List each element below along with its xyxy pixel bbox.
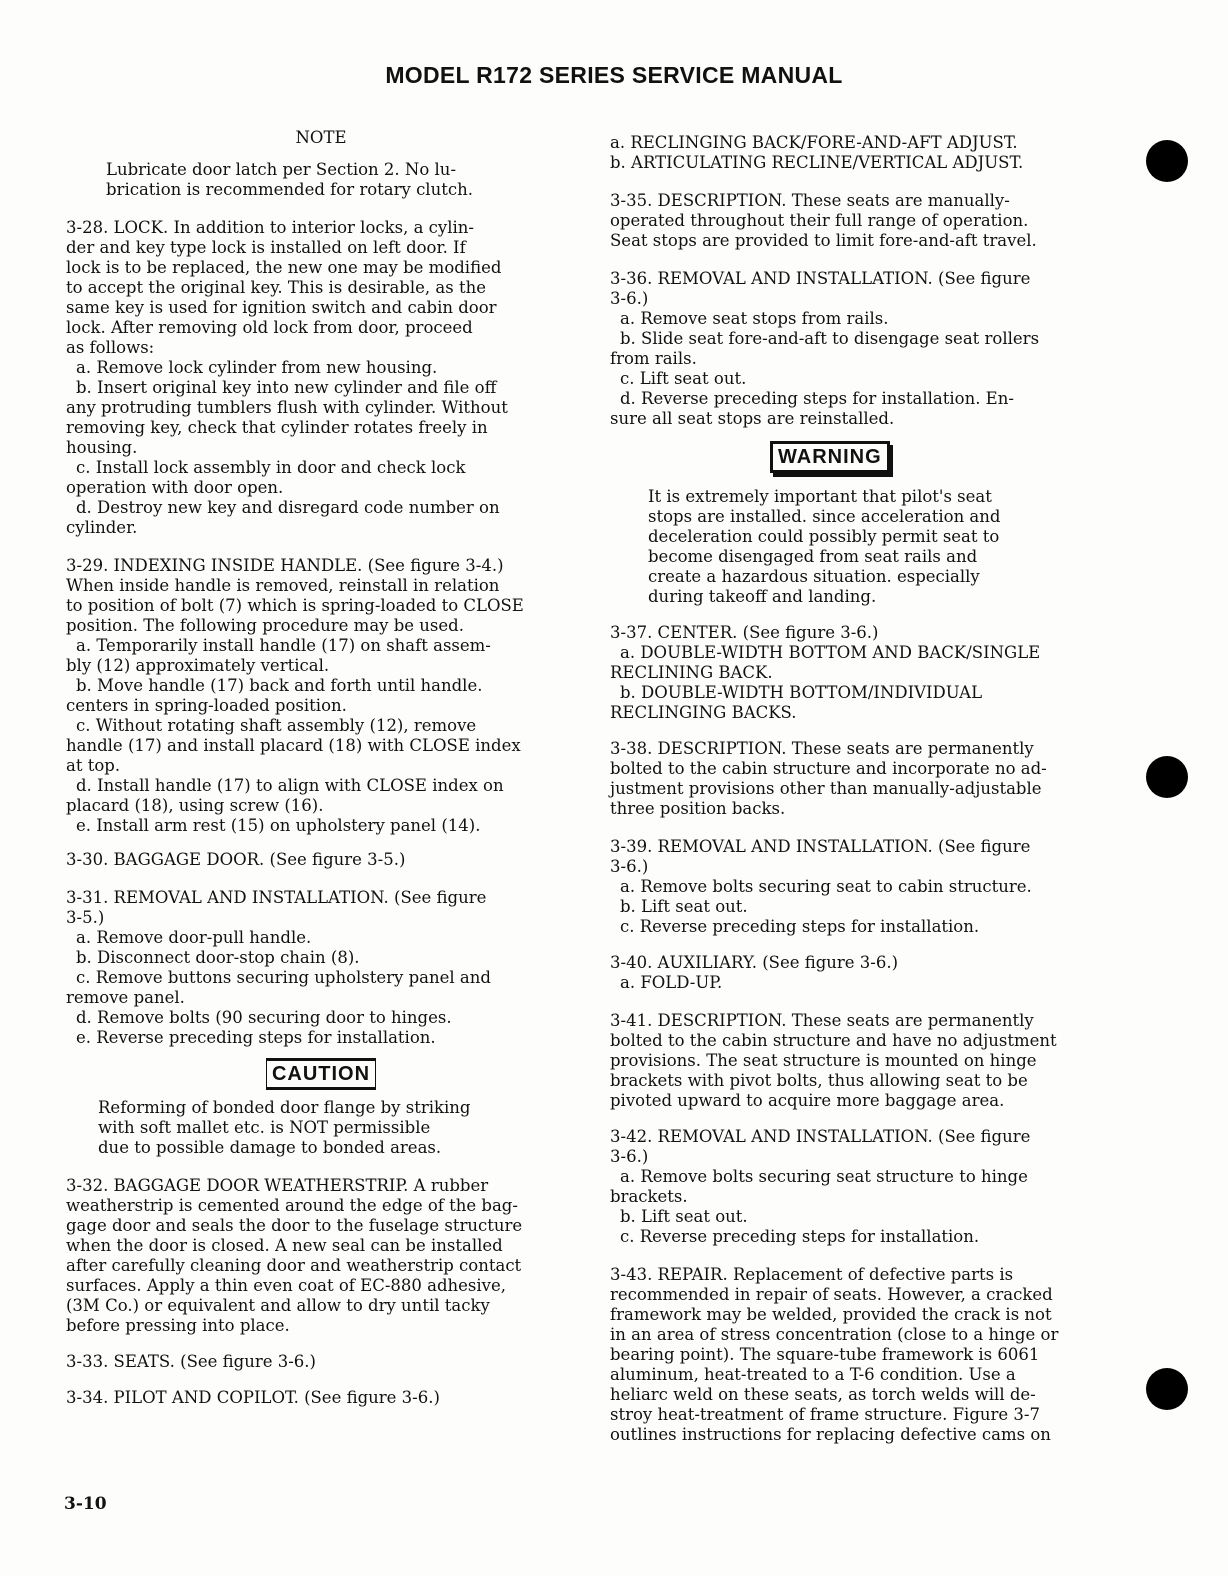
text-line: gage door and seals the door to the fuselage structure bbox=[66, 1216, 523, 1235]
text-line: d. Remove bolts (90 securing door to hinges. bbox=[76, 1008, 452, 1027]
right-column bbox=[610, 133, 1115, 1445]
text-line: remove panel. bbox=[66, 988, 185, 1007]
page-number: 3-10 bbox=[64, 1494, 107, 1514]
text-line: a. DOUBLE-WIDTH BOTTOM AND BACK/SINGLE bbox=[620, 643, 1041, 662]
text-line: 3-6.) bbox=[610, 289, 649, 308]
text-line: centers in spring-loaded position. bbox=[66, 696, 347, 715]
punch-hole-bottom bbox=[1146, 1368, 1188, 1410]
text-line: 3-5.) bbox=[66, 908, 105, 927]
text-line: during takeoff and landing. bbox=[648, 587, 877, 606]
text-line: sure all seat stops are reinstalled. bbox=[610, 409, 895, 428]
text-line: b. Insert original key into new cylinder and file off bbox=[76, 378, 497, 397]
text-line: outlines instructions for replacing defective cams on bbox=[610, 1425, 1051, 1444]
section-3-35-description bbox=[610, 191, 1115, 251]
text-line: bolted to the cabin structure and incorporate no ad- bbox=[610, 759, 1047, 778]
note-title: NOTE bbox=[295, 128, 347, 147]
text-line: become disengaged from seat rails and bbox=[648, 547, 978, 566]
note-text bbox=[66, 160, 576, 200]
text-line: 3-41. DESCRIPTION. These seats are permanently bbox=[610, 1011, 1034, 1030]
page-header: MODEL R172 SERIES SERVICE MANUAL bbox=[385, 62, 843, 88]
text-line: e. Install arm rest (15) on upholstery panel (14). bbox=[76, 816, 481, 835]
text-line: lock. After removing old lock from door, proceed bbox=[66, 318, 473, 337]
text-line: 3-6.) bbox=[610, 857, 649, 876]
text-line: a. Remove lock cylinder from new housing. bbox=[76, 358, 438, 377]
text-line: operated throughout their full range of operation. bbox=[610, 211, 1029, 230]
text-line: framework may be welded, provided the crack is not bbox=[610, 1305, 1052, 1324]
text-line: b. Lift seat out. bbox=[620, 897, 748, 916]
text-line: lock is to be replaced, the new one may be modified bbox=[66, 258, 502, 277]
text-line: brication is recommended for rotary clutch. bbox=[106, 180, 473, 199]
text-line: c. Install lock assembly in door and check lock bbox=[76, 458, 466, 477]
section-3-40-auxiliary bbox=[610, 953, 1115, 993]
text-line: at top. bbox=[66, 756, 121, 775]
section-3-29-indexing bbox=[66, 556, 576, 836]
text-line: stops are installed. since acceleration and bbox=[648, 507, 1001, 526]
text-line: When inside handle is removed, reinstall in relation bbox=[66, 576, 500, 595]
text-line: d. Destroy new key and disregard code number on bbox=[76, 498, 500, 517]
text-line: 3-31. REMOVAL AND INSTALLATION. (See figure bbox=[66, 888, 487, 907]
text-line: weatherstrip is cemented around the edge of the bag- bbox=[66, 1196, 518, 1215]
text-line: brackets with pivot bolts, thus allowing seat to be bbox=[610, 1071, 1028, 1090]
text-line: a. Remove bolts securing seat structure to hinge bbox=[620, 1167, 1028, 1186]
section-3-37-center bbox=[610, 623, 1115, 723]
text-line: handle (17) and install placard (18) with CLOSE index bbox=[66, 736, 521, 755]
section-3-28-lock bbox=[66, 218, 576, 538]
section-3-43-repair bbox=[610, 1265, 1115, 1445]
text-line: b. Lift seat out. bbox=[620, 1207, 748, 1226]
text-line: b. Slide seat fore-and-aft to disengage seat rollers bbox=[620, 329, 1040, 348]
text-line: to accept the original key. This is desirable, as the bbox=[66, 278, 486, 297]
text-line: c. Lift seat out. bbox=[620, 369, 747, 388]
text-line: removing key, check that cylinder rotates freely in bbox=[66, 418, 488, 437]
left-column bbox=[66, 128, 576, 1408]
section-3-32-weatherstrip bbox=[66, 1176, 576, 1336]
section-3-41-description bbox=[610, 1011, 1115, 1111]
text-line: b. Disconnect door-stop chain (8). bbox=[76, 948, 360, 967]
text-line: cylinder. bbox=[66, 518, 138, 537]
text-line: Lubricate door latch per Section 2. No lu- bbox=[106, 160, 457, 179]
text-line: 3-40. AUXILIARY. (See figure 3-6.) bbox=[610, 953, 899, 972]
text-line: with soft mallet etc. is NOT permissible bbox=[98, 1118, 431, 1137]
text-line: to position of bolt (7) which is spring-loaded to CLOSE bbox=[66, 596, 524, 615]
text-line: bly (12) approximately vertical. bbox=[66, 656, 330, 675]
text-line: 3-38. DESCRIPTION. These seats are permanently bbox=[610, 739, 1034, 758]
text-line: due to possible damage to bonded areas. bbox=[98, 1138, 442, 1157]
text-line: a. FOLD-UP. bbox=[620, 973, 723, 992]
text-line: any protruding tumblers flush with cylinder. Without bbox=[66, 398, 508, 417]
text-line: b. Move handle (17) back and forth until handle. bbox=[76, 676, 483, 695]
section-3-31-removal bbox=[66, 888, 576, 1048]
text-line: 3-6.) bbox=[610, 1147, 649, 1166]
text-line: bearing point). The square-tube framework is 6061 bbox=[610, 1345, 1040, 1364]
text-line: a. Remove seat stops from rails. bbox=[620, 309, 889, 328]
text-line: RECLINING BACK. bbox=[610, 663, 773, 682]
text-line: when the door is closed. A new seal can be installed bbox=[66, 1236, 503, 1255]
text-line: 3-32. BAGGAGE DOOR WEATHERSTRIP. A rubber bbox=[66, 1176, 489, 1195]
text-line: a. Temporarily install handle (17) on shaft assem- bbox=[76, 636, 491, 655]
text-line: c. Reverse preceding steps for installation. bbox=[620, 1227, 980, 1246]
section-3-36-removal bbox=[610, 269, 1115, 429]
text-line: 3-29. INDEXING INSIDE HANDLE. (See figure 3-4.) bbox=[66, 556, 504, 575]
text-line: before pressing into place. bbox=[66, 1316, 290, 1335]
text-line: deceleration could possibly permit seat to bbox=[648, 527, 1000, 546]
text-line: (3M Co.) or equivalent and allow to dry until tacky bbox=[66, 1296, 490, 1315]
text-line: 3-35. DESCRIPTION. These seats are manually- bbox=[610, 191, 1010, 210]
punch-hole-middle bbox=[1146, 756, 1188, 798]
section-3-34-pilot: 3-34. PILOT AND COPILOT. (See figure 3-6.) bbox=[66, 1388, 440, 1407]
text-line: stroy heat-treatment of frame structure. Figure 3-7 bbox=[610, 1405, 1040, 1424]
text-line: c. Remove buttons securing upholstery panel and bbox=[76, 968, 491, 987]
text-line: housing. bbox=[66, 438, 138, 457]
text-line: 3-37. CENTER. (See figure 3-6.) bbox=[610, 623, 879, 642]
text-line: pivoted upward to acquire more baggage area. bbox=[610, 1091, 1005, 1110]
punch-hole-top bbox=[1146, 140, 1188, 182]
text-line: placard (18), using screw (16). bbox=[66, 796, 324, 815]
text-line: in an area of stress concentration (close to a hinge or bbox=[610, 1325, 1059, 1344]
section-3-38-description bbox=[610, 739, 1115, 819]
text-line: justment provisions other than manually-adjustable bbox=[610, 779, 1042, 798]
text-line: 3-36. REMOVAL AND INSTALLATION. (See figure bbox=[610, 269, 1031, 288]
text-line: b. ARTICULATING RECLINE/VERTICAL ADJUST. bbox=[610, 153, 1024, 172]
warning-label: WARNING bbox=[770, 441, 890, 473]
text-line: b. DOUBLE-WIDTH BOTTOM/INDIVIDUAL bbox=[620, 683, 983, 702]
text-line: d. Install handle (17) to align with CLOSE index on bbox=[76, 776, 504, 795]
text-line: brackets. bbox=[610, 1187, 688, 1206]
text-line: position. The following procedure may be used. bbox=[66, 616, 464, 635]
text-line: 3-39. REMOVAL AND INSTALLATION. (See figure bbox=[610, 837, 1031, 856]
warning-text bbox=[610, 487, 1115, 607]
text-line: heliarc weld on these seats, as torch welds will de- bbox=[610, 1385, 1036, 1404]
text-line: as follows: bbox=[66, 338, 155, 357]
text-line: 3-42. REMOVAL AND INSTALLATION. (See figure bbox=[610, 1127, 1031, 1146]
text-line: a. RECLINGING BACK/FORE-AND-AFT ADJUST. bbox=[610, 133, 1018, 152]
text-line: provisions. The seat structure is mounted on hinge bbox=[610, 1051, 1037, 1070]
text-line: RECLINGING BACKS. bbox=[610, 703, 797, 722]
pilot-seat-types bbox=[610, 133, 1115, 173]
text-line: d. Reverse preceding steps for installation. En- bbox=[620, 389, 1014, 408]
text-line: Reforming of bonded door flange by striking bbox=[98, 1098, 471, 1117]
text-line: It is extremely important that pilot's seat bbox=[648, 487, 992, 506]
text-line: operation with door open. bbox=[66, 478, 284, 497]
section-3-33-seats: 3-33. SEATS. (See figure 3-6.) bbox=[66, 1352, 316, 1371]
text-line: Seat stops are provided to limit fore-and-aft travel. bbox=[610, 231, 1037, 250]
text-line: from rails. bbox=[610, 349, 697, 368]
text-line: aluminum, heat-treated to a T-6 condition. Use a bbox=[610, 1365, 1016, 1384]
section-3-42-removal bbox=[610, 1127, 1115, 1247]
text-line: create a hazardous situation. especially bbox=[648, 567, 980, 586]
section-3-30-baggage-door: 3-30. BAGGAGE DOOR. (See figure 3-5.) bbox=[66, 850, 406, 869]
text-line: surfaces. Apply a thin even coat of EC-880 adhesive, bbox=[66, 1276, 507, 1295]
text-line: c. Reverse preceding steps for installation. bbox=[620, 917, 980, 936]
text-line: same key is used for ignition switch and cabin door bbox=[66, 298, 497, 317]
text-line: a. Remove door-pull handle. bbox=[76, 928, 312, 947]
text-line: a. Remove bolts securing seat to cabin structure. bbox=[620, 877, 1032, 896]
text-line: after carefully cleaning door and weatherstrip contact bbox=[66, 1256, 522, 1275]
text-line: bolted to the cabin structure and have no adjustment bbox=[610, 1031, 1057, 1050]
text-line: der and key type lock is installed on left door. If bbox=[66, 238, 466, 257]
text-line: three position backs. bbox=[610, 799, 786, 818]
text-line: e. Reverse preceding steps for installation. bbox=[76, 1028, 436, 1047]
text-line: recommended in repair of seats. However, a cracked bbox=[610, 1285, 1053, 1304]
text-line: 3-28. LOCK. In addition to interior locks, a cylin- bbox=[66, 218, 474, 237]
text-line: c. Without rotating shaft assembly (12), remove bbox=[76, 716, 477, 735]
text-line: 3-43. REPAIR. Replacement of defective parts is bbox=[610, 1265, 1014, 1284]
section-3-39-removal bbox=[610, 837, 1115, 937]
caution-text bbox=[66, 1098, 576, 1158]
caution-label: CAUTION bbox=[266, 1058, 376, 1090]
